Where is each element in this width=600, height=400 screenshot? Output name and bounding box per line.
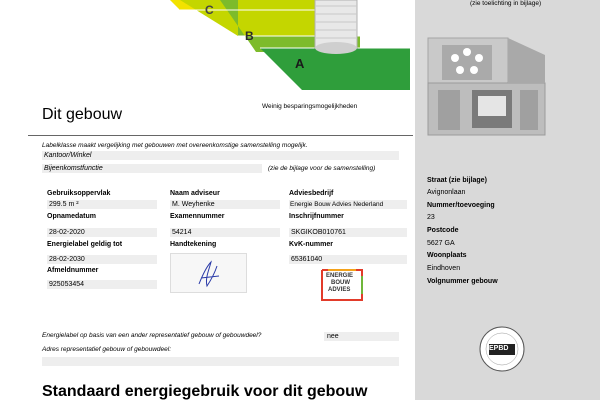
survey-date-value: 28-02-2020: [49, 229, 85, 236]
advisory-company-value: Energie Bouw Advies Nederland: [290, 201, 384, 208]
advisor-name-label: Naam adviseur: [170, 190, 220, 197]
kvk-number-value: 65361040: [291, 256, 323, 263]
registration-number-value: 925053454: [49, 281, 85, 288]
exam-number-value: 54214: [172, 229, 192, 236]
city-value: Eindhoven: [427, 265, 461, 272]
postcode-label: Postcode: [427, 227, 459, 234]
house-number-label: Nummer/toevoeging: [427, 202, 495, 209]
divider: [28, 135, 413, 136]
registration-id-value: SKGIKOB010761: [291, 229, 346, 236]
representative-question: Energielabel op basis van een ander representatief gebouw of gebouwdeel?: [42, 332, 262, 339]
house-number-value: 23: [427, 214, 435, 221]
logo-line-2: BOUW: [331, 280, 350, 286]
logo-line-3: ADVIES: [328, 287, 351, 293]
representative-address-field: [42, 357, 399, 366]
energy-scale-graphic: [150, 0, 410, 92]
building-sequence-label: Volgnummer gebouw: [427, 278, 498, 285]
kvk-number-label: KvK-nummer: [289, 241, 333, 248]
floor-area-label: Gebruiksoppervlak: [47, 190, 111, 197]
advisory-company-label: Adviesbedrijf: [289, 190, 334, 197]
function-note: (zie de bijlage voor de samenstelling): [268, 165, 376, 172]
floor-area-value: 299.5 m ²: [49, 201, 79, 208]
energy-letter-c: C: [205, 3, 214, 17]
signature-image: [171, 254, 248, 294]
function-value: Bijeenkomstfunctie: [44, 165, 103, 172]
advisor-name-value: M. Weyhenke: [172, 201, 215, 208]
building-use-value: Kantoor/Winkel: [44, 152, 92, 159]
logo-line-1: ENERGIE: [326, 273, 354, 279]
building-illustration: [420, 30, 550, 145]
street-value: Avignonlaan: [427, 189, 466, 196]
survey-date-label: Opnamedatum: [47, 213, 97, 220]
valid-until-value: 28-02-2030: [49, 256, 85, 263]
energie-bouw-advies-logo: [318, 266, 366, 304]
intro-text: Labelklasse maakt vergelijking met gebouwen met overeenkomstige samenstelling mogelijk.: [42, 142, 308, 149]
energy-letter-b: B: [245, 29, 254, 43]
valid-until-label: Energielabel geldig tot: [47, 241, 123, 248]
street-label: Straat (zie bijlage): [427, 177, 487, 184]
postcode-value: 5627 GA: [427, 240, 455, 247]
section-title: Dit gebouw: [42, 106, 123, 123]
registration-number-label: Afmeldnummer: [47, 267, 99, 274]
energy-letter-a: A: [295, 56, 305, 71]
signature-box: [170, 253, 247, 293]
representative-address-label: Adres representatief gebouw of gebouwdeel:: [42, 346, 172, 353]
footer-title: Standaard energiegebruik voor dit gebouw: [42, 383, 368, 400]
building-tower-icon: [315, 0, 357, 54]
exam-number-label: Examennummer: [170, 213, 225, 220]
city-label: Woonplaats: [427, 252, 467, 259]
registration-id-label: Inschrijfnummer: [289, 213, 344, 220]
signature-label: Handtekening: [170, 241, 217, 248]
sidebar-note: (zie toelichting in bijlage): [470, 0, 542, 7]
representative-answer: nee: [327, 333, 339, 340]
energy-band-a: [260, 48, 410, 90]
energy-scale-caption: Weinig besparingsmogelijkheden: [262, 103, 358, 110]
epbd-logo-text: EPBD: [489, 345, 509, 352]
building-use-field: [42, 151, 399, 160]
